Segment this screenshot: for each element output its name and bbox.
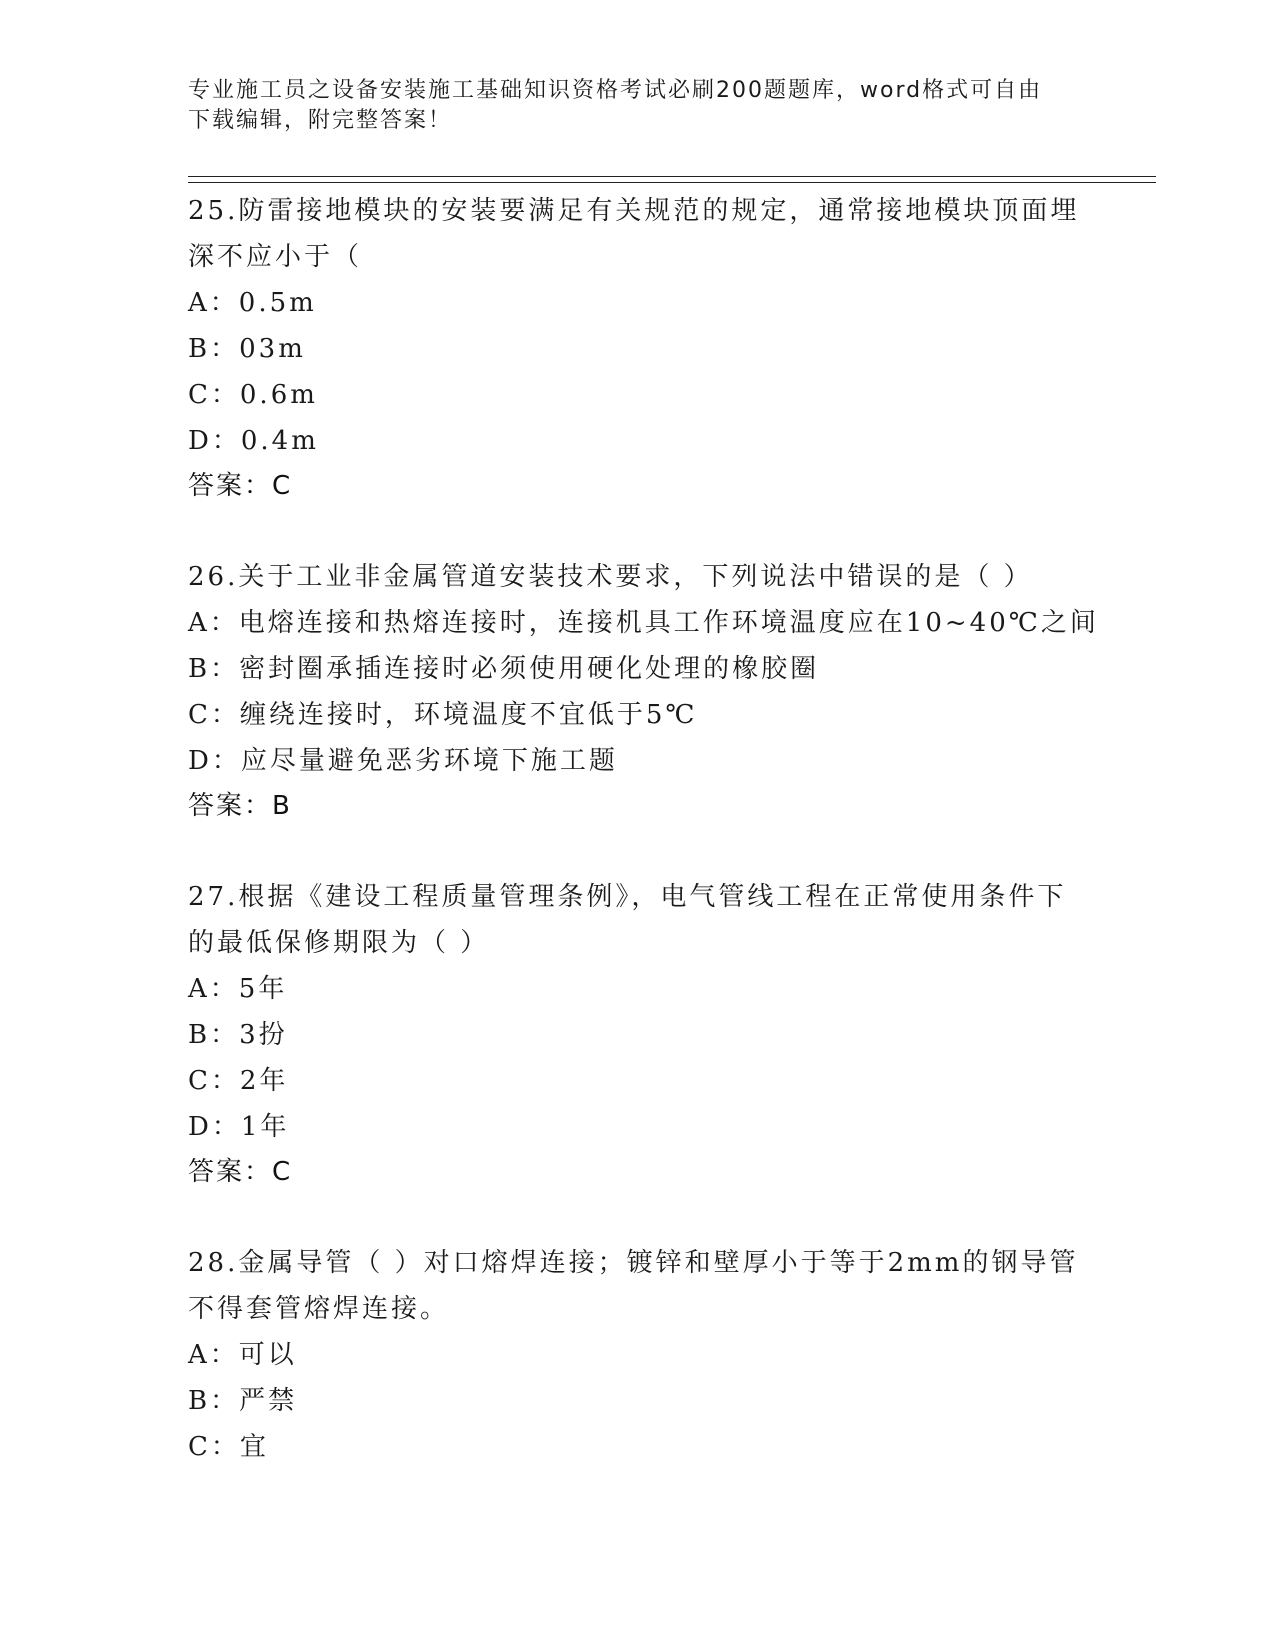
option-b: B：3扮 [188,1020,288,1050]
option-d: D：0.4m [188,426,319,456]
question-27 [188,874,1088,1194]
document-header [188,76,1088,136]
question-28 [188,1240,1088,1470]
question-text-line: 25.防雷接地模块的安装要满足有关规范的规定，通常接地模块顶面埋 [188,196,1080,226]
header-line-1: 专业施工员之设备安装施工基础知识资格考试必刷200题题库，word格式可自由 [188,78,1043,103]
question-25 [188,188,1088,508]
question-text-line: 的最低保修期限为（ ） [188,928,490,958]
answer-line: 答案：B [188,791,292,821]
option-b: B：03m [188,334,306,364]
option-c: C：2年 [188,1066,289,1096]
option-a: A：可以 [188,1340,297,1370]
header-divider-top [188,176,1156,177]
option-c: C：0.6m [188,380,318,410]
option-c: C：缠绕连接时，环境温度不宜低于5℃ [188,700,698,730]
option-d: D：应尽量避免恶劣环境下施工题 [188,746,618,776]
header-line-2: 下载编辑，附完整答案！ [188,108,453,133]
option-d: D：1年 [188,1112,290,1142]
answer-line: 答案：C [188,471,293,501]
question-text-line: 深不应小于（ [188,242,363,272]
question-text-line: 27.根据《建设工程质量管理条例》，电气管线工程在正常使用条件下 [188,882,1067,912]
question-26 [188,554,1099,828]
header-divider-bottom [188,182,1156,183]
option-a: A：电熔连接和热熔连接时，连接机具工作环境温度应在10~40℃之间 [188,608,1099,638]
question-list [188,188,1099,1516]
question-text-line: 26.关于工业非金属管道安装技术要求，下列说法中错误的是（ ） [188,562,1033,592]
option-b: B：严禁 [188,1386,298,1416]
option-c: C：宜 [188,1432,269,1462]
answer-line: 答案：C [188,1157,293,1187]
question-text-line: 28.金属导管（ ）对口熔焊连接；镀锌和壁厚小于等于2mm的钢导管 [188,1248,1079,1278]
option-a: A：0.5m [188,288,317,318]
question-text-line: 不得套管熔焊连接。 [188,1294,450,1324]
option-a: A：5年 [188,974,288,1004]
option-b: B：密封圈承插连接时必须使用硬化处理的橡胶圈 [188,654,820,684]
